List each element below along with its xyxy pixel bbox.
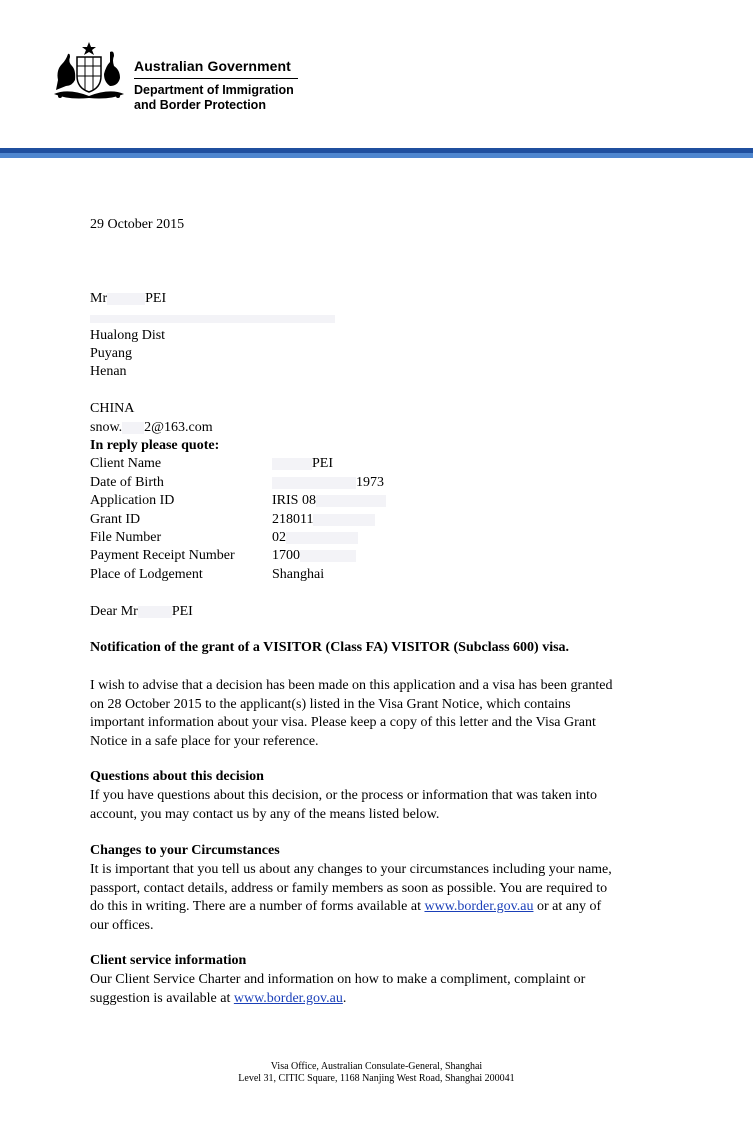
questions-paragraph [90,787,670,824]
footer-address: Level 31, CITIC Square, 1168 Nanjing West Road, Shanghai 200041 [238,1073,515,1084]
service-line: Our Client Service Charter and information on how to make a compliment, complaint or [90,972,586,987]
service-text: suggestion is available at [90,990,234,1006]
salutation [90,603,193,621]
intro-line: I wish to advise that a decision has been made on this application and a visa has been granted [90,678,613,693]
letter-date: 29 October 2015 [90,217,185,232]
questions-line: account, you may contact us by any of the means listed below. [90,806,440,822]
address-country: CHINA [90,401,135,416]
ref-label-client-name: Client Name [90,456,162,471]
addressee-title: Mr [90,291,108,306]
border-website-link[interactable]: www.border.gov.au [424,899,534,914]
salutation-text: Dear Mr [90,604,138,619]
ref-value-lodgement: Shanghai [272,567,325,582]
ref-value-file-number [272,529,358,547]
intro-line: Notice in a safe place for your reference. [90,733,319,749]
ref-value-client-name [272,455,333,473]
service-paragraph [90,971,670,1008]
header-rule [134,78,298,79]
subject-line: Notification of the grant of a VISITOR (Class FA) VISITOR (Subclass 600) visa. [90,640,570,655]
changes-line: passport, contact details, address or family members as soon as possible. You are required to [90,880,608,896]
ref-label-application-id: Application ID [90,493,175,508]
ref-value-text: 1973 [356,475,384,490]
ref-value-text: 02 [272,530,286,545]
questions-heading: Questions about this decision [90,769,264,784]
intro-line: on 28 October 2015 to the applicant(s) listed in the Visa Grant Notice, which contains [90,696,571,712]
header-band-light [0,153,753,158]
ref-value-text: PEI [312,456,333,471]
ref-value-text: 218011 [272,512,314,527]
changes-line: It is important that you tell us about any changes to your circumstances including your name, [90,862,612,877]
redaction [107,293,145,305]
intro-paragraph [90,677,670,751]
service-text: . [342,990,347,1006]
ref-value-dob [272,474,384,492]
changes-text: or at any of [533,899,602,914]
ref-label-receipt-number: Payment Receipt Number [90,548,235,563]
address-line-1: Hualong Dist [90,328,166,343]
email-suffix: 2@163.com [144,420,213,435]
changes-line: our offices. [90,917,154,933]
redaction [272,477,356,489]
salutation-surname: PEI [171,604,193,619]
intro-line: important information about your visa. Please keep a copy of this letter and the Visa Grant [90,715,596,730]
service-heading: Client service information [90,953,247,968]
ref-value-application-id [272,492,386,510]
redaction [286,532,358,544]
address-line-3: Henan [90,364,127,379]
department-line-2: and Border Protection [134,98,266,112]
service-line-with-link [90,990,670,1009]
redaction [300,550,356,562]
questions-line: If you have questions about this decision, or the process or information that was taken into [90,788,598,803]
footer-office: Visa Office, Australian Consulate-General, Shanghai [270,1061,483,1072]
ref-label-dob: Date of Birth [90,475,164,490]
address-redacted-line [90,310,335,328]
email-prefix: snow. [90,420,123,435]
ref-value-text: 1700 [272,548,300,563]
address-line-2: Puyang [90,346,132,361]
government-name: Australian Government [134,58,291,74]
redaction [272,458,312,470]
changes-text: do this in writing. There are a number of forms available at [90,899,425,914]
ref-label-lodgement: Place of Lodgement [90,567,203,582]
ref-label-file-number: File Number [90,530,162,545]
department-name [134,83,294,113]
email-address [90,419,213,437]
ref-label-grant-id: Grant ID [90,512,141,527]
addressee-surname: PEI [145,291,167,306]
ref-value-grant-id [272,511,375,529]
border-website-link[interactable]: www.border.gov.au [233,990,343,1006]
ref-value-receipt-number [272,547,356,565]
redaction [313,514,375,526]
changes-heading: Changes to your Circumstances [90,843,280,858]
redaction [122,422,144,434]
ref-value-text: IRIS 08 [272,493,316,508]
changes-line-with-link [90,898,670,917]
changes-paragraph [90,861,670,935]
addressee [90,290,166,308]
redaction [138,606,172,618]
coat-of-arms-icon [48,40,130,102]
department-line-1: Department of Immigration [134,83,294,97]
redaction [316,495,386,507]
reply-heading: In reply please quote: [90,438,220,453]
redaction [90,315,335,323]
